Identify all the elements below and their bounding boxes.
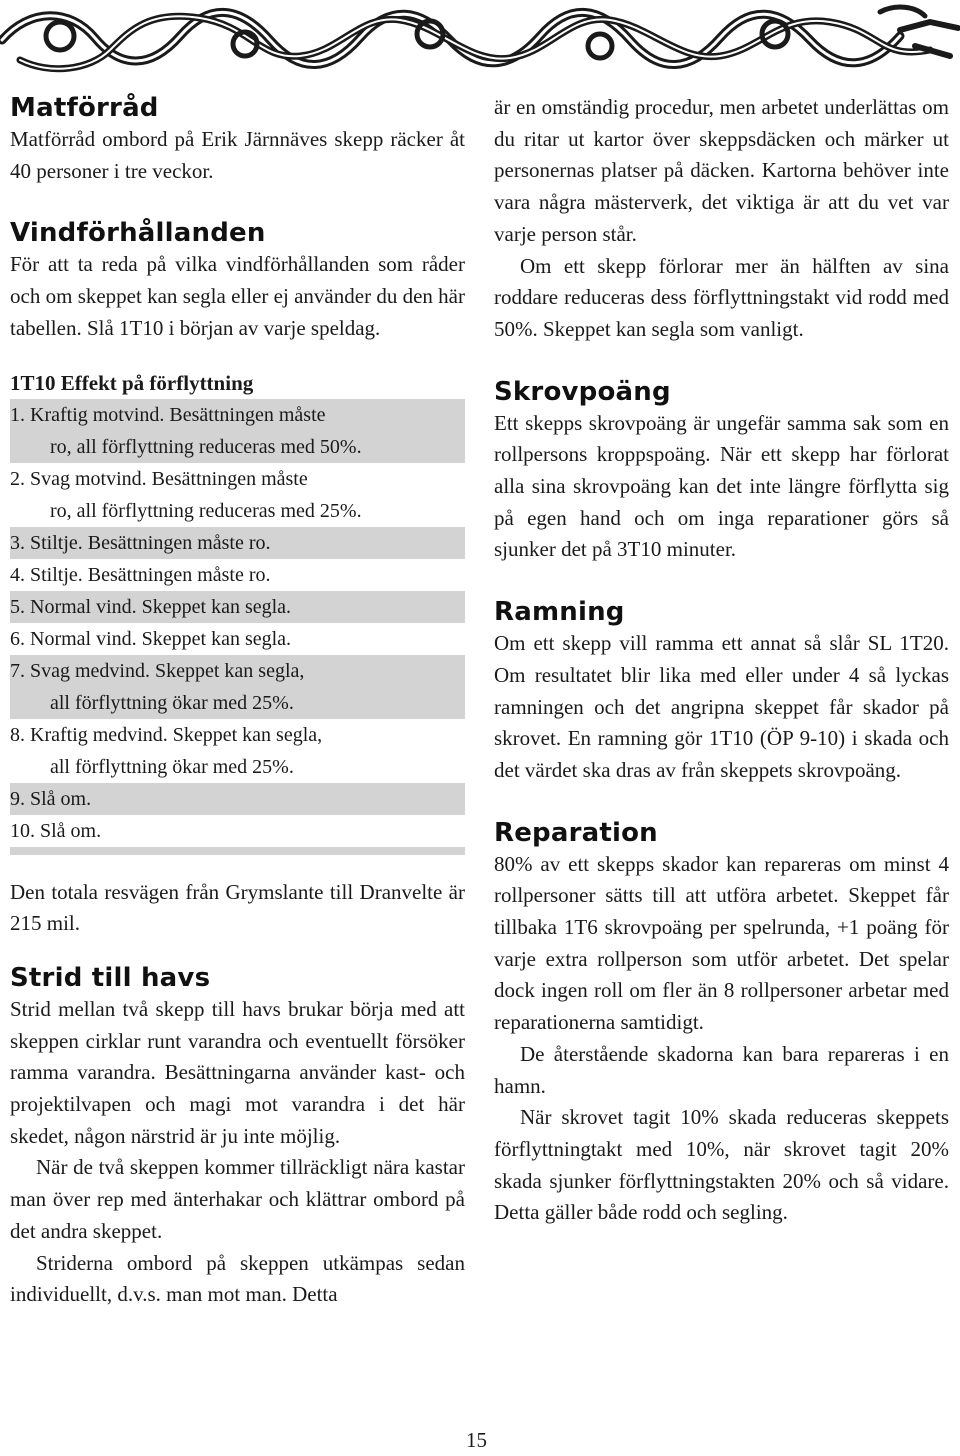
strid-paragraph-3: Striderna ombord på skeppen utkämpas sedan individuellt, d.v.s. man mot man. Detta	[10, 1250, 465, 1307]
wind-table-row	[10, 399, 465, 463]
wind-row-line1: 1. Kraftig motvind. Besättningen måste	[10, 403, 326, 426]
wind-table-row	[10, 463, 465, 527]
wind-table-row	[10, 559, 465, 591]
vind-text: För att ta reda på vilka vindförhållanden som råder och om skeppet kan segla eller ej använder du den här tabellen. Slå 1T10 i början av varje speldag.	[10, 252, 465, 340]
page-number: 15	[466, 1428, 487, 1452]
heading-reparation: Reparation	[494, 817, 658, 848]
heading-skrovpoang: Skrovpoäng	[494, 376, 671, 407]
wind-row-line1: 3. Stiltje. Besättningen måste ro.	[10, 531, 271, 554]
wind-table	[10, 399, 465, 847]
wind-row-line1: 6. Normal vind. Skeppet kan segla.	[10, 627, 292, 650]
wind-row-line1: 10. Slå om.	[10, 819, 102, 842]
wind-row-line1: 8. Kraftig medvind. Skeppet kan segla,	[10, 723, 323, 746]
wind-table-row	[10, 527, 465, 559]
heading-matforrad: Matförråd	[10, 93, 159, 123]
wind-table-row	[10, 655, 465, 719]
wind-row-line2: ro, all förflyttning reduceras med 25%.	[50, 499, 362, 522]
left-column	[10, 92, 465, 1311]
right-column	[494, 92, 949, 1229]
wind-row-line1: 5. Normal vind. Skeppet kan segla.	[10, 595, 292, 618]
continuation-paragraph-2: Om ett skepp förlorar mer än hälften av sina roddare reduceras dess förflyttningstakt vid rodd med 50%. Skeppet kan segla som vanligt.	[494, 253, 949, 341]
wind-table-row	[10, 591, 465, 623]
wind-row-line1: 9. Slå om.	[10, 787, 92, 810]
table-bottom-bar	[10, 847, 465, 855]
wind-table-row	[10, 623, 465, 655]
heading-vindforhallanden: Vindförhållanden	[10, 218, 266, 249]
wind-row-line2: ro, all förflyttning reduceras med 50%.	[50, 435, 362, 458]
heading-ramning: Ramning	[494, 597, 625, 628]
wind-row-line1: 4. Stiltje. Besättningen måste ro.	[10, 563, 271, 586]
reparation-paragraph-3: När skrovet tagit 10% skada reduceras skeppets förflyttningtakt med 10%, när skrovet tagit 20% skada sjunker förflyttningstakten 20% och så vidare. Detta gäller både rodd och segling.	[494, 1105, 949, 1225]
wind-table-row	[10, 719, 465, 783]
knotwork-banner	[0, 0, 960, 78]
reparation-paragraph-2: De återstående skadorna kan bara repareras i en hamn.	[494, 1041, 949, 1098]
skrovpoang-text: Ett skepps skrovpoäng är ungefär samma sak som en rollpersons kroppspoäng. När ett skepp har förlorat alla sina skrovpoäng kan det inte längre förflytta sig på egen hand och om inga reparationer görs så sjunker det på 3T10 minuter.	[494, 410, 949, 562]
ramning-text: Om ett skepp vill ramma ett annat så slår SL 1T20. Om resultatet blir lika med eller under 4 så lyckas ramningen och det angripna skeppet får skador på skrovet. En ramning gör 1T10 (ÖP 9-10) i skada och det värdet ska dras av från skeppets skrovpoäng.	[494, 631, 949, 782]
wind-row-line2: all förflyttning ökar med 25%.	[50, 755, 294, 778]
matforrad-text: Matförråd ombord på Erik Järnnäves skepp räcker åt 40 personer i tre veckor.	[10, 127, 465, 183]
wind-table-row	[10, 783, 465, 815]
wind-row-line1: 7. Svag medvind. Skeppet kan segla,	[10, 659, 305, 682]
strid-paragraph-2: När de två skeppen kommer tillräckligt nära kastar man över rep med änterhakar och klättrar ombord på det andra skeppet.	[10, 1155, 465, 1243]
heading-strid-till-havs: Strid till havs	[10, 962, 211, 993]
wind-row-line1: 2. Svag motvind. Besättningen måste	[10, 467, 308, 490]
continuation-paragraph-1: är en omständig procedur, men arbetet underlättas om du ritar ut kartor över skeppsdäcken och märker ut personernas platser på däcken. Kartorna behöver inte vara några mästerverk, det viktiga är att du vet var varje person står.	[494, 95, 949, 246]
distance-text: Den totala resvägen från Grymslante till Dranvelte är 215 mil.	[10, 879, 465, 936]
reparation-paragraph-1: 80% av ett skepps skador kan repareras om minst 4 rollpersoner sätts till att utföra arbetet. Skeppet får tillbaka 1T6 skrovpoäng per spelrunda, +1 poäng för varje extra rollperson som utför arbetet. Det spelar dock ingen roll om fler än 8 rollpersoner arbetar med reparationerna samtidigt.	[494, 851, 949, 1035]
wind-table-row	[10, 815, 465, 847]
wind-row-line2: all förflyttning ökar med 25%.	[50, 691, 294, 714]
strid-paragraph-1: Strid mellan två skepp till havs brukar börja med att skeppen cirklar runt varandra och eventuellt försöker ramma varandra. Besättningarna använder kast- och projektilvapen och magi mot varandra i det här skedet, någon närstrid är ju inte möjlig.	[10, 996, 465, 1148]
wind-table-title: 1T10 Effekt på förflyttning	[10, 370, 254, 395]
